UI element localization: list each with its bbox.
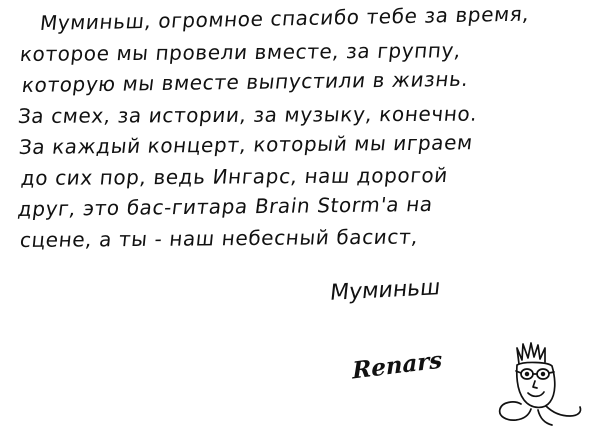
note-line: За каждый концерт, который мы играем	[17, 130, 475, 160]
signature-name: Муминьш	[328, 275, 442, 306]
autograph-text: Renars	[351, 346, 443, 385]
note-line: сцене, а ты - наш небесный басист,	[18, 224, 420, 253]
note-line: Муминьш, огромное спасибо тебе за время,	[38, 1, 531, 36]
note-line: которую мы вместе выпустили в жизнь.	[20, 66, 471, 98]
note-line: до сих пор, ведь Ингарс, наш дорогой	[19, 163, 450, 191]
autograph	[351, 346, 443, 402]
note-line: За смех, за истории, за музыку, конечно.	[16, 101, 479, 129]
note-text-block	[16, 1, 584, 256]
note-line: которое мы провели вместе, за группу,	[18, 38, 463, 67]
smiley-face-doodle	[486, 336, 590, 430]
note-line: друг, это бас-гитара Brain Storm'a на	[16, 191, 435, 222]
